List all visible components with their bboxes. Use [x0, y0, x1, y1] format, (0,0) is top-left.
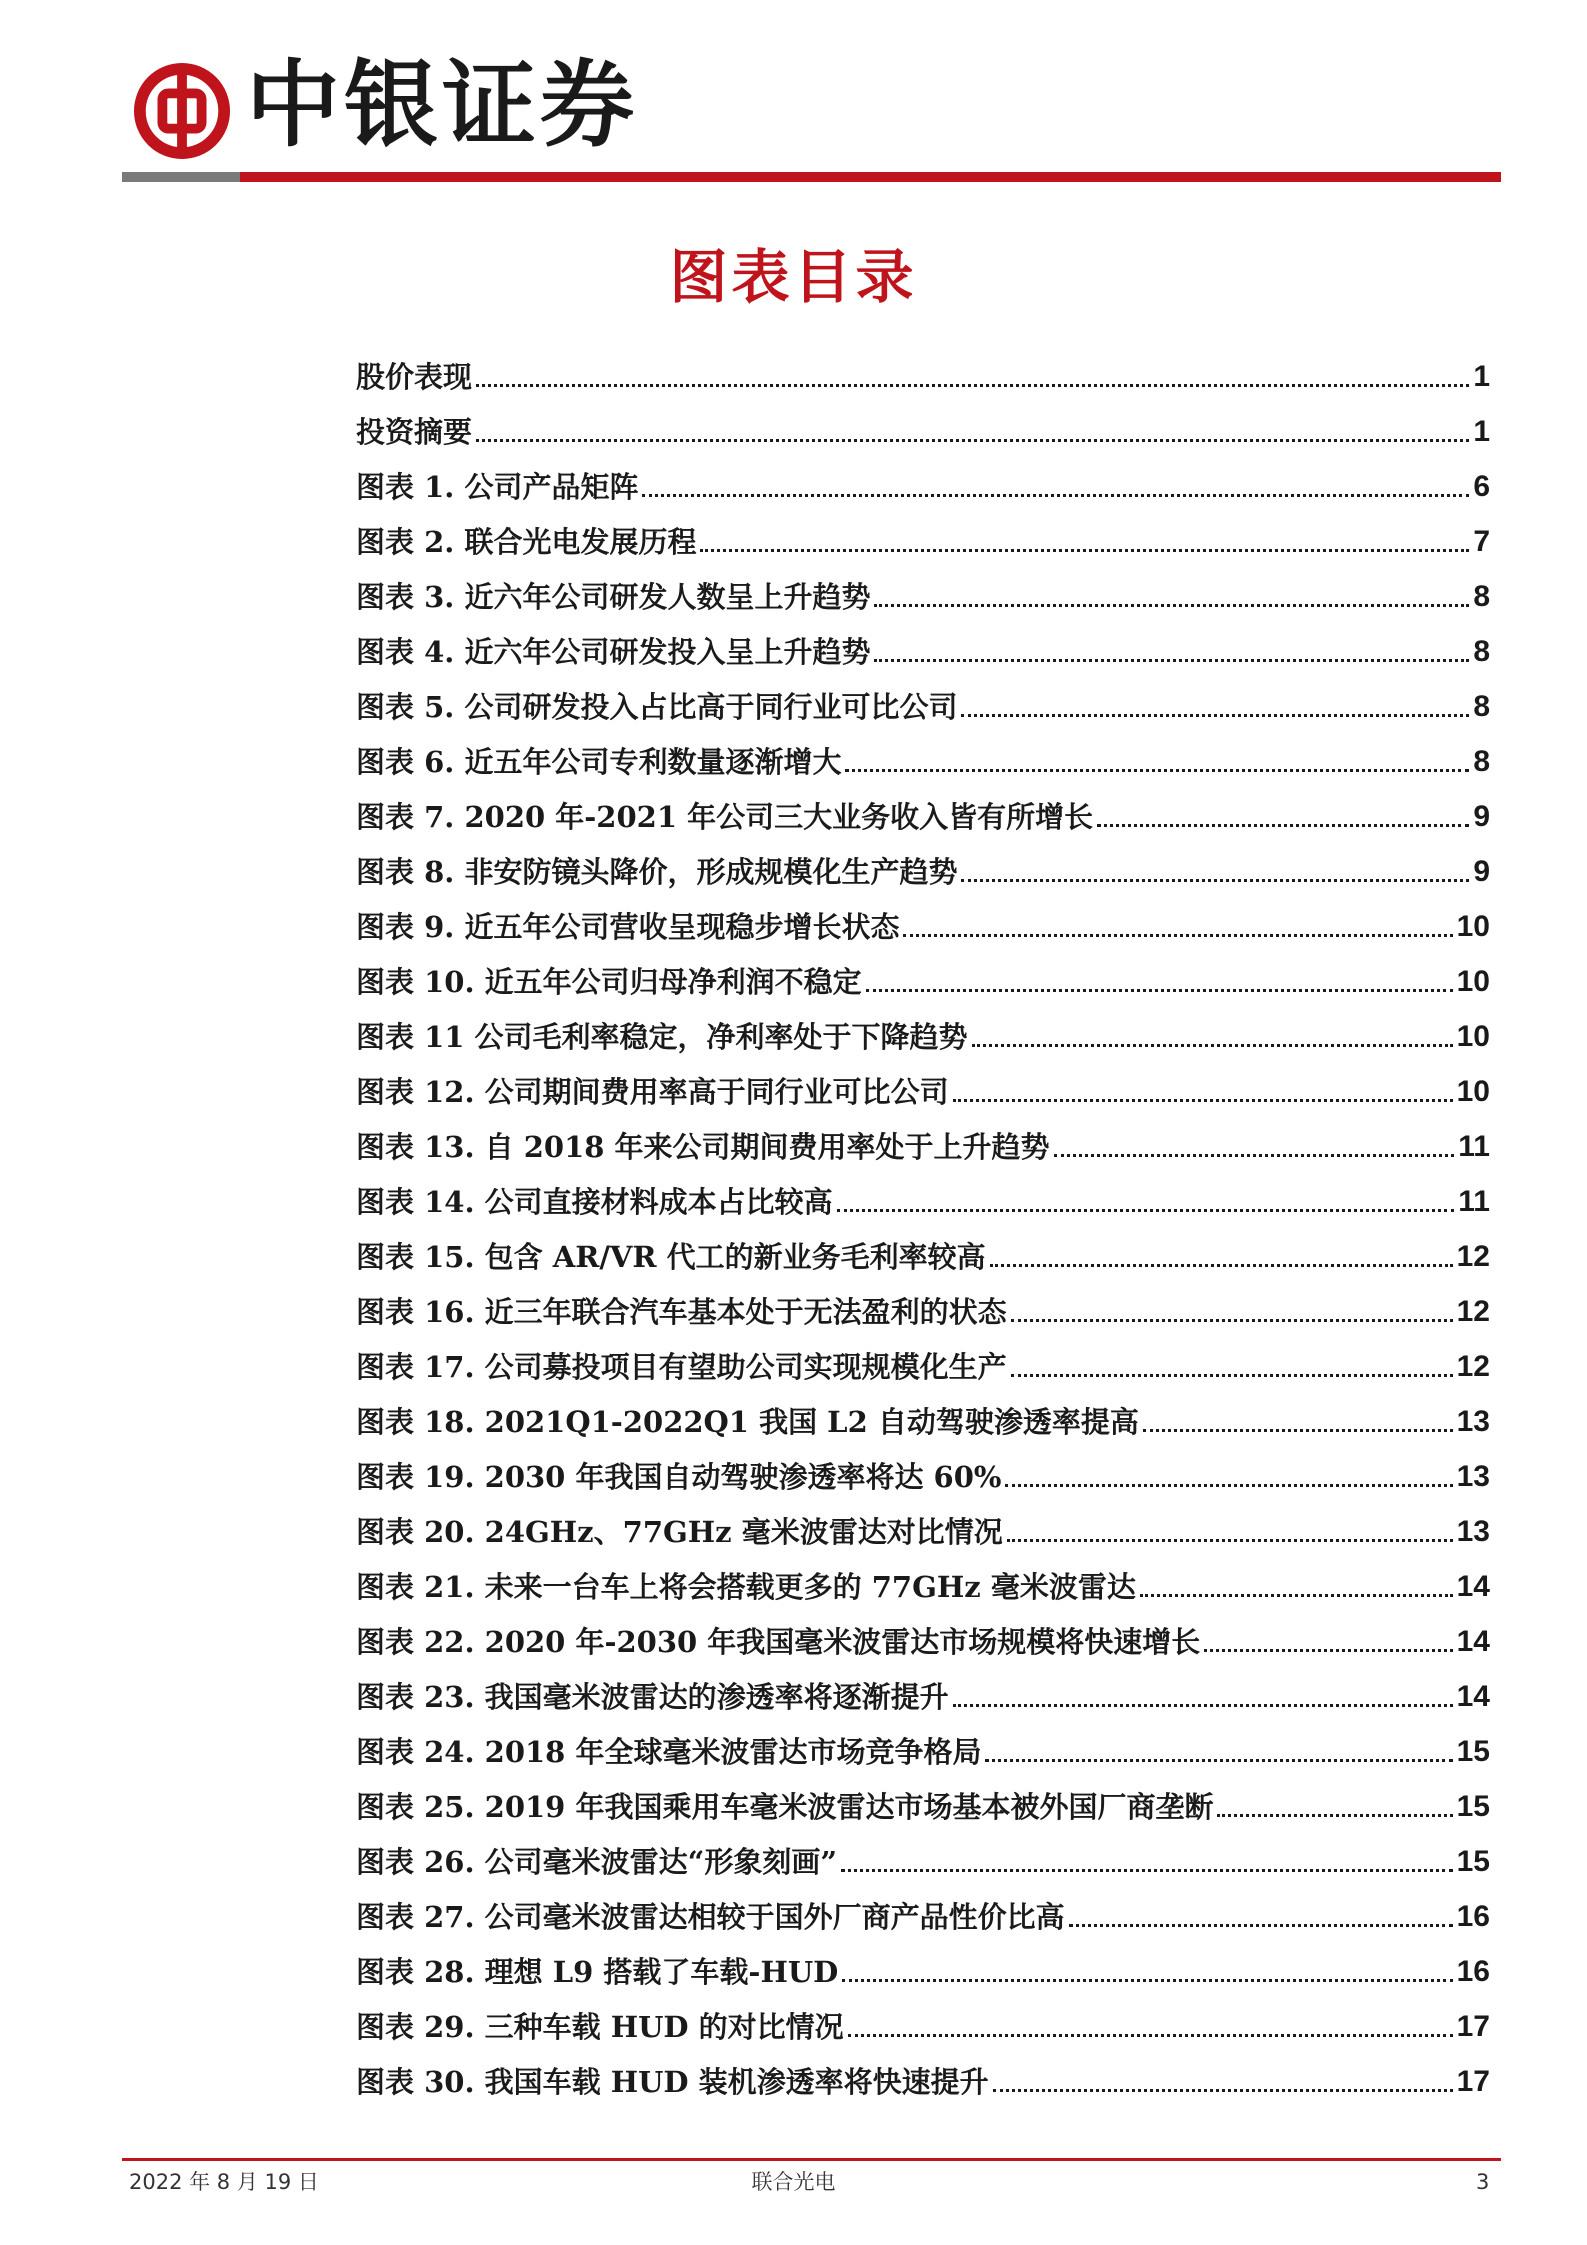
toc-dot-leader: [961, 714, 1469, 717]
toc-entry[interactable]: [356, 840, 1490, 895]
toc-entry-page[interactable]: 10: [1456, 910, 1490, 943]
brand-name: 中银证券: [246, 50, 639, 160]
toc-dot-leader: [1007, 1539, 1453, 1542]
toc-entry-label[interactable]: 图表 19. 2030 年我国自动驾驶渗透率将达 60%: [356, 1460, 1002, 1494]
toc-dot-leader: [476, 439, 1469, 442]
toc-dot-leader: [972, 1044, 1453, 1047]
toc-entry[interactable]: [356, 345, 1490, 400]
toc-entry-page[interactable]: 13: [1456, 1405, 1490, 1438]
header-divider-red: [240, 172, 1501, 182]
toc-entry[interactable]: [356, 1060, 1490, 1115]
toc-entry-label[interactable]: 图表 3. 近六年公司研发人数呈上升趋势: [356, 580, 871, 614]
toc-entry[interactable]: [356, 565, 1490, 620]
toc-dot-leader: [1005, 1484, 1452, 1487]
toc-entry-page[interactable]: 14: [1456, 1680, 1490, 1713]
toc-dot-leader: [985, 1759, 1452, 1762]
toc-entry-label[interactable]: 投资摘要: [356, 415, 473, 449]
toc-entry-label[interactable]: 图表 26. 公司毫米波雷达“形象刻画”: [356, 1845, 838, 1879]
toc-entry[interactable]: [356, 1445, 1490, 1500]
toc-entry[interactable]: [356, 510, 1490, 565]
toc-entry-label[interactable]: 图表 2. 联合光电发展历程: [356, 525, 697, 559]
toc-entry-page[interactable]: 10: [1456, 1075, 1490, 1108]
footer-divider: [122, 2158, 1501, 2161]
toc-entry-label[interactable]: 图表 10. 近五年公司归母净利润不稳定: [356, 965, 862, 999]
toc-dot-leader: [1143, 1429, 1453, 1432]
toc-entry-page[interactable]: 15: [1456, 1790, 1490, 1823]
toc-dot-leader: [990, 1264, 1453, 1267]
toc-entry[interactable]: [356, 1280, 1490, 1335]
toc-entry[interactable]: [356, 2050, 1490, 2105]
toc-entry-label[interactable]: 图表 16. 近三年联合汽车基本处于无法盈利的状态: [356, 1295, 1007, 1329]
toc-entry-label[interactable]: 图表 25. 2019 年我国乘用车毫米波雷达市场基本被外国厂商垄断: [356, 1790, 1214, 1824]
toc-dot-leader: [642, 494, 1469, 497]
toc-entry-label[interactable]: 图表 7. 2020 年-2021 年公司三大业务收入皆有所增长: [356, 800, 1094, 834]
toc-entry-label[interactable]: 图表 29. 三种车载 HUD 的对比情况: [356, 2010, 844, 2044]
toc-entry-label[interactable]: 图表 1. 公司产品矩阵: [356, 470, 639, 504]
toc-entry-label[interactable]: 图表 30. 我国车载 HUD 装机渗透率将快速提升: [356, 2065, 989, 2099]
toc-entry-page[interactable]: 13: [1456, 1515, 1490, 1548]
toc-entry[interactable]: [356, 1170, 1490, 1225]
toc-entry-label[interactable]: 图表 6. 近五年公司专利数量逐渐增大: [356, 745, 842, 779]
toc-entry-page[interactable]: 8: [1473, 635, 1490, 668]
toc-dot-leader: [903, 934, 1452, 937]
toc-dot-leader: [1054, 1154, 1455, 1157]
toc-entry-page[interactable]: 1: [1473, 360, 1490, 393]
toc-entry-label[interactable]: 图表 11 公司毛利率稳定，净利率处于下降趋势: [356, 1020, 968, 1054]
toc-entry-page[interactable]: 7: [1473, 525, 1490, 558]
toc-entry[interactable]: [356, 1555, 1490, 1610]
toc-entry-page[interactable]: 8: [1473, 580, 1490, 613]
page-header: [0, 0, 1587, 190]
toc-entry[interactable]: [356, 1115, 1490, 1170]
toc-entry-page[interactable]: 14: [1456, 1625, 1490, 1658]
toc-entry-label[interactable]: 图表 15. 包含 AR/VR 代工的新业务毛利率较高: [356, 1240, 986, 1274]
toc-dot-leader: [1204, 1649, 1452, 1652]
toc-entry-page[interactable]: 9: [1473, 800, 1490, 833]
toc-entry-label[interactable]: 图表 27. 公司毫米波雷达相较于国外厂商产品性价比高: [356, 1900, 1065, 1934]
toc-entry-page[interactable]: 15: [1456, 1735, 1490, 1768]
toc-entry-page[interactable]: 11: [1458, 1185, 1490, 1218]
toc-dot-leader: [961, 879, 1469, 882]
toc-dot-leader: [700, 549, 1469, 552]
toc-entry-label[interactable]: 图表 17. 公司募投项目有望助公司实现规模化生产: [356, 1350, 1007, 1384]
toc-entry[interactable]: [356, 1610, 1490, 1665]
toc-dot-leader: [837, 1209, 1455, 1212]
toc-title: 图表目录: [669, 243, 918, 311]
toc-entry-label[interactable]: 图表 14. 公司直接材料成本占比较高: [356, 1185, 833, 1219]
toc-entry-page[interactable]: 12: [1456, 1240, 1490, 1273]
toc-dot-leader: [845, 769, 1469, 772]
toc-entry-page[interactable]: 10: [1456, 1020, 1490, 1053]
toc-entry[interactable]: [356, 675, 1490, 730]
toc-dot-leader: [866, 989, 1453, 992]
toc-entry-label[interactable]: 图表 12. 公司期间费用率高于同行业可比公司: [356, 1075, 949, 1109]
toc-entry[interactable]: [356, 1390, 1490, 1445]
header-divider-grey: [122, 172, 240, 182]
toc-dot-leader: [1140, 1594, 1453, 1597]
toc-entry-label[interactable]: 图表 23. 我国毫米波雷达的渗透率将逐渐提升: [356, 1680, 949, 1714]
toc-entry-page[interactable]: 1: [1473, 415, 1490, 448]
toc-dot-leader: [1011, 1319, 1453, 1322]
toc-entry-page[interactable]: 14: [1456, 1570, 1490, 1603]
toc-entry[interactable]: [356, 1720, 1490, 1775]
toc-entry-label[interactable]: 图表 9. 近五年公司营收呈现稳步增长状态: [356, 910, 900, 944]
toc-entry-page[interactable]: 6: [1473, 470, 1490, 503]
toc-entry-label[interactable]: 图表 28. 理想 L9 搭载了车载-HUD: [356, 1955, 839, 1989]
toc-entry-page[interactable]: 13: [1456, 1460, 1490, 1493]
toc-entry-label[interactable]: 图表 8. 非安防镜头降价，形成规模化生产趋势: [356, 855, 958, 889]
toc-entry[interactable]: [356, 620, 1490, 675]
toc-entry-page[interactable]: 9: [1473, 855, 1490, 888]
toc-entry[interactable]: [356, 785, 1490, 840]
toc-entry[interactable]: [356, 895, 1490, 950]
toc-entry-label[interactable]: 图表 13. 自 2018 年来公司期间费用率处于上升趋势: [356, 1130, 1050, 1164]
toc-entry[interactable]: [356, 1335, 1490, 1390]
toc-entry[interactable]: [356, 400, 1490, 455]
toc-entry[interactable]: [356, 1500, 1490, 1555]
toc-entry-page[interactable]: 16: [1456, 1900, 1490, 1933]
toc-entry-label[interactable]: 图表 20. 24GHz、77GHz 毫米波雷达对比情况: [356, 1515, 1003, 1549]
toc-dot-leader: [842, 1979, 1452, 1982]
toc-entry-page[interactable]: 17: [1456, 2065, 1490, 2098]
toc-entry[interactable]: [356, 1665, 1490, 1720]
toc-dot-leader: [1011, 1374, 1453, 1377]
toc-entry-label[interactable]: 股价表现: [356, 360, 473, 394]
toc-entry-label[interactable]: 图表 18. 2021Q1-2022Q1 我国 L2 自动驾驶渗透率提高: [356, 1405, 1139, 1439]
toc-entry-page[interactable]: 8: [1473, 690, 1490, 723]
toc-entry[interactable]: [356, 1775, 1490, 1830]
toc-dot-leader: [953, 1099, 1453, 1102]
toc-entry[interactable]: [356, 455, 1490, 510]
toc-dot-leader: [993, 2089, 1453, 2092]
toc-entry-page[interactable]: 12: [1456, 1350, 1490, 1383]
toc-entry[interactable]: [356, 950, 1490, 1005]
toc-dot-leader: [874, 604, 1469, 607]
toc-entry-page[interactable]: 8: [1473, 745, 1490, 778]
toc-entry[interactable]: [356, 1225, 1490, 1280]
toc-dot-leader: [1069, 1924, 1453, 1927]
toc-entry-page[interactable]: 12: [1456, 1295, 1490, 1328]
toc-entry-page[interactable]: 11: [1458, 1130, 1490, 1163]
toc-dot-leader: [476, 384, 1469, 387]
toc-entry[interactable]: [356, 730, 1490, 785]
toc-dot-leader: [1097, 824, 1469, 827]
footer-company: 联合光电: [751, 2170, 836, 2194]
toc-entry-label[interactable]: 图表 24. 2018 年全球毫米波雷达市场竞争格局: [356, 1735, 982, 1769]
toc-entry[interactable]: [356, 1885, 1490, 1940]
toc-dot-leader: [874, 659, 1469, 662]
toc-dot-leader: [848, 2034, 1453, 2037]
toc-entry-page[interactable]: 16: [1456, 1955, 1490, 1988]
toc-entry-page[interactable]: 17: [1456, 2010, 1490, 2043]
toc-entry-label[interactable]: 图表 22. 2020 年-2030 年我国毫米波雷达市场规模将快速增长: [356, 1625, 1201, 1659]
toc-list: [356, 345, 1490, 2105]
toc-entry-label[interactable]: 图表 5. 公司研发投入占比高于同行业可比公司: [356, 690, 958, 724]
bank-of-china-logo-icon: [133, 62, 231, 160]
toc-entry[interactable]: [356, 1005, 1490, 1060]
toc-dot-leader: [841, 1869, 1453, 1872]
toc-entry-page[interactable]: 10: [1456, 965, 1490, 998]
toc-dot-leader: [1217, 1814, 1452, 1817]
toc-entry[interactable]: [356, 1830, 1490, 1885]
toc-entry-page[interactable]: 15: [1456, 1845, 1490, 1878]
toc-entry[interactable]: [356, 1995, 1490, 2050]
footer-date: 2022 年 8 月 19 日: [129, 2170, 319, 2194]
footer-page-number: 3: [1476, 2170, 1490, 2194]
toc-dot-leader: [953, 1704, 1453, 1707]
toc-entry-label[interactable]: 图表 4. 近六年公司研发投入呈上升趋势: [356, 635, 871, 669]
toc-entry-label[interactable]: 图表 21. 未来一台车上将会搭载更多的 77GHz 毫米波雷达: [356, 1570, 1136, 1604]
toc-entry[interactable]: [356, 1940, 1490, 1995]
